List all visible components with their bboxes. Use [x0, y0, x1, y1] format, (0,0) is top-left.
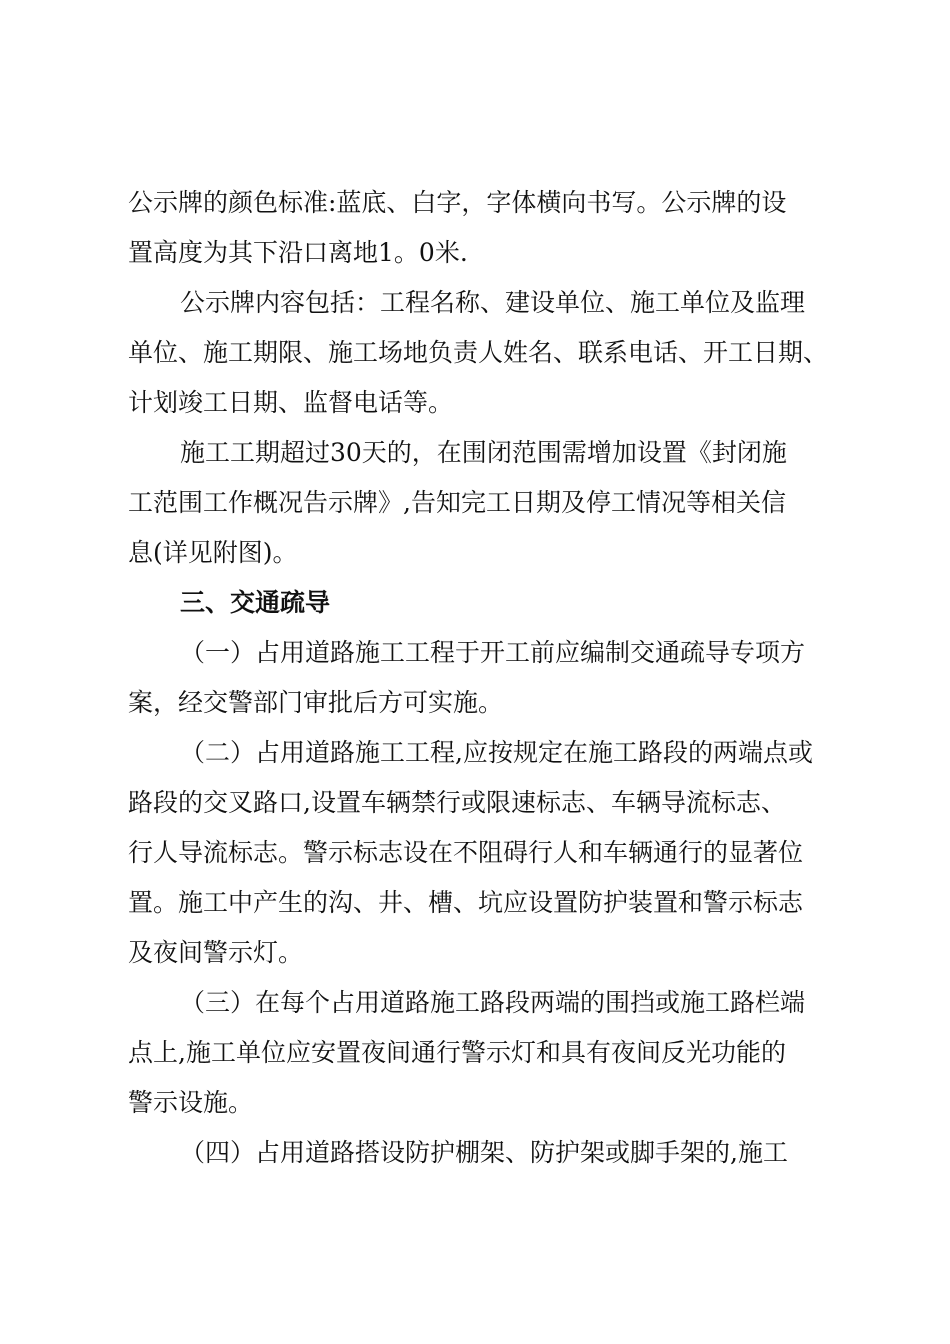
section-heading: 三、交通疏导	[180, 588, 331, 617]
paragraph-line: 路段的交叉路口,设置车辆禁行或限速标志、车辆导流标志、	[128, 788, 786, 817]
paragraph-line: 单位、施工期限、施工场地负责人姓名、联系电话、开工日期、	[128, 338, 829, 367]
paragraph-line: （二）占用道路施工工程,应按规定在施工路段的两端点或	[180, 738, 813, 767]
paragraph-line: 计划竣工日期、监督电话等。	[128, 388, 454, 417]
document-body	[128, 178, 828, 1178]
paragraph-line: 公示牌内容包括：工程名称、建设单位、施工单位及监理	[180, 288, 806, 317]
paragraph-line: 置。施工中产生的沟、井、槽、坑应设置防护装置和警示标志	[128, 888, 804, 917]
paragraph-line: 息(详见附图)。	[128, 538, 298, 567]
paragraph-line: 置高度为其下沿口离地1。0米.	[128, 238, 468, 267]
paragraph-line: （四）占用道路搭设防护棚架、防护架或脚手架的,施工	[180, 1138, 788, 1167]
paragraph-line: 案，经交警部门审批后方可实施。	[128, 688, 504, 717]
paragraph-line: 施工工期超过30天的，在围闭范围需增加设置《封闭施	[180, 438, 787, 467]
paragraph-line: 点上,施工单位应安置夜间通行警示灯和具有夜间反光功能的	[128, 1038, 786, 1067]
paragraph-line: 行人导流标志。警示标志设在不阻碍行人和车辆通行的显著位	[128, 838, 804, 867]
paragraph-line: 工范围工作概况告示牌》,告知完工日期及停工情况等相关信	[128, 488, 786, 517]
paragraph-line: 警示设施。	[128, 1088, 254, 1117]
paragraph-line: （一）占用道路施工工程于开工前应编制交通疏导专项方	[180, 638, 806, 667]
paragraph-line: （三）在每个占用道路施工路段两端的围挡或施工路栏端	[180, 988, 806, 1017]
paragraph-line: 公示牌的颜色标准:蓝底、白字，字体横向书写。公示牌的设	[128, 188, 787, 217]
paragraph-line: 及夜间警示灯。	[128, 938, 304, 967]
